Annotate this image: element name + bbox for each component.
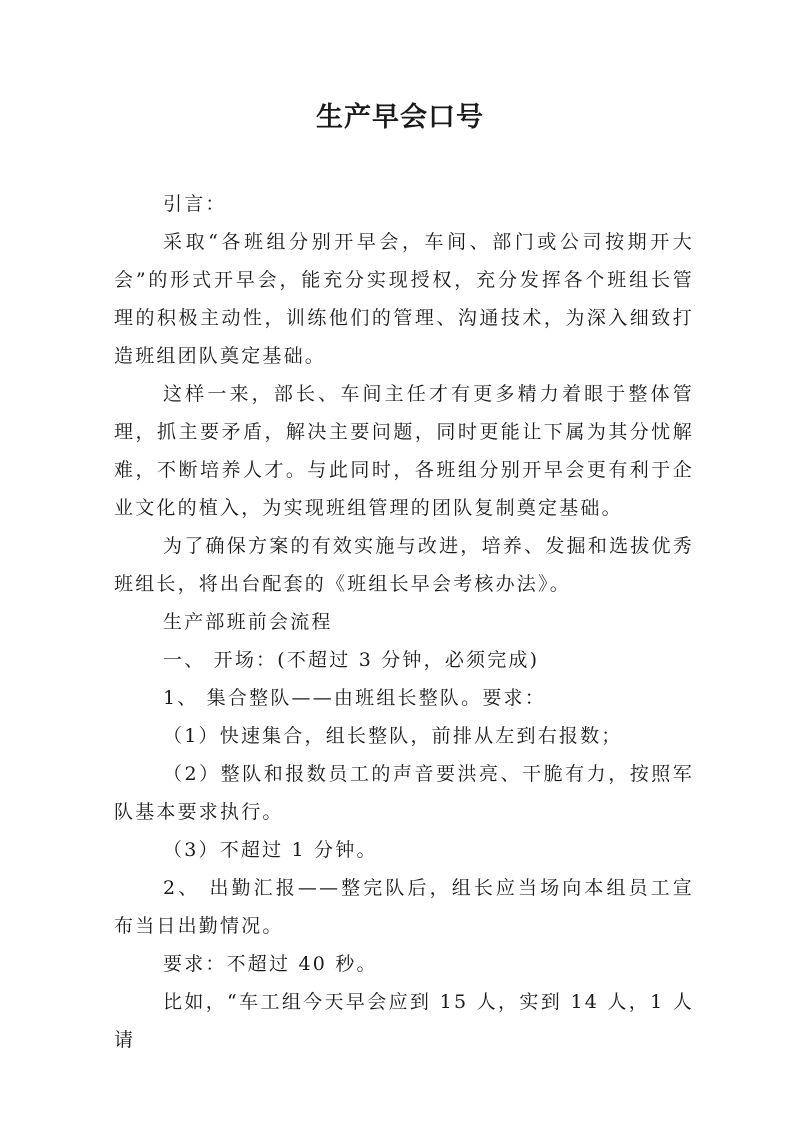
paragraph-assessment: 为了确保方案的有效实施与改进，培养、发掘和选拔优秀班组长，将出台配套的《班组长早会考核办法》。 [114,535,694,595]
paragraph-intro-label: 引言： [163,193,227,215]
paragraph-assembly: 1、 集合整队——由班组长整队。要求： [163,687,546,709]
paragraph-process-heading: 生产部班前会流程 [163,611,333,633]
paragraph-benefits: 这样一来，部长、车间主任才有更多精力着眼于整体管理，抓主要矛盾，解决主要问题，同时更能让下属为其分忧解难，不断培养人才。与此同时，各班组分别开早会更有利于企业文化的植入，为实现班组管理的团队复制奠定基础。 [114,383,694,519]
document-body [114,185,694,1059]
paragraph-meeting-format: 采取“各班组分别开早会，车间、部门或公司按期开大会”的形式开早会，能充分实现授权，充分发挥各个班组长管理的积极主动性，训练他们的管理、沟通技术，为深入细致打造班组团队奠定基础。 [114,231,694,367]
paragraph-time-limit: 要求：不超过 40 秒。 [163,953,378,975]
paragraph-attendance-report: 2、 出勤汇报——整完队后，组长应当场向本组员工宣布当日出勤情况。 [114,877,694,937]
paragraph-example: 比如，“车工组今天早会应到 15 人，实到 14 人，1 人请 [114,991,694,1051]
paragraph-requirement-3: （3）不超过 1 分钟。 [163,839,378,861]
document-title: 生产早会口号 [316,102,484,133]
paragraph-requirement-1: （1）快速集合，组长整队，前排从左到右报数； [163,725,623,747]
paragraph-requirement-2: （2）整队和报数员工的声音要洪亮、干脆有力，按照军队基本要求执行。 [114,763,694,823]
paragraph-opening: 一、 开场：(不超过 3 分钟，必须完成) [163,649,540,671]
